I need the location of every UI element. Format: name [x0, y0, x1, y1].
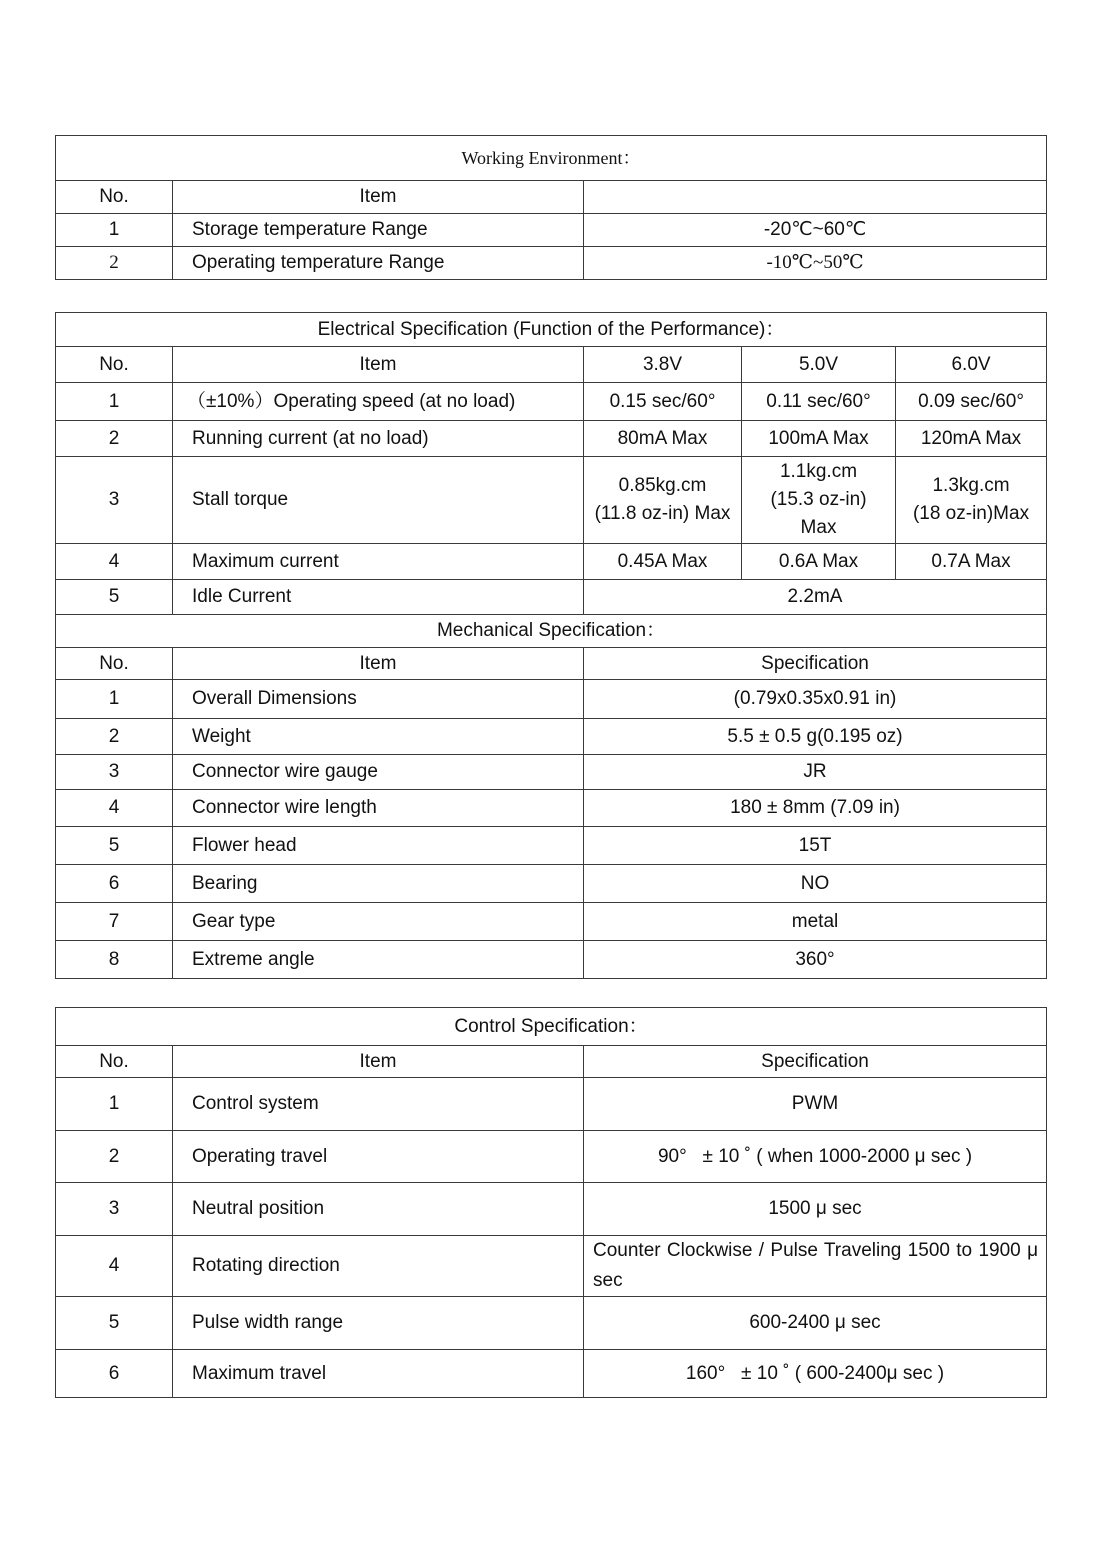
- row-value-5v0: [742, 457, 896, 544]
- row-no: 2: [56, 1131, 173, 1183]
- row-value-3v8: 0.45A Max: [584, 544, 742, 580]
- table-row: [56, 719, 1047, 755]
- table-row: [56, 1350, 1047, 1398]
- value-line: (15.3 oz-in): [770, 489, 867, 510]
- row-no: 2: [56, 247, 173, 280]
- row-no: 1: [56, 680, 173, 719]
- row-no: 3: [56, 755, 173, 790]
- table-row: [56, 680, 1047, 719]
- row-no: 1: [56, 383, 173, 421]
- row-item: Flower head: [173, 827, 584, 865]
- row-item: Neutral position: [173, 1183, 584, 1236]
- row-spec: 5.5 ± 0.5 g(0.195 oz): [584, 719, 1047, 755]
- row-item: Operating travel: [173, 1131, 584, 1183]
- working-environment-title: Working Environment：: [56, 136, 1047, 181]
- row-no: 5: [56, 827, 173, 865]
- row-no: 1: [56, 1078, 173, 1131]
- table-row: [56, 903, 1047, 941]
- row-value-5v0: 100mA Max: [742, 421, 896, 457]
- table-row: [56, 755, 1047, 790]
- row-no: 4: [56, 544, 173, 580]
- row-no: 6: [56, 865, 173, 903]
- row-no: 3: [56, 457, 173, 544]
- row-item: Idle Current: [173, 580, 584, 615]
- mechanical-title: Mechanical Specification：: [56, 615, 1047, 648]
- table-row: [56, 580, 1047, 615]
- row-spec: metal: [584, 903, 1047, 941]
- row-value-3v8: 0.15 sec/60°: [584, 383, 742, 421]
- row-spec: PWM: [584, 1078, 1047, 1131]
- header-specification: Specification: [584, 648, 1047, 680]
- row-spec: 90° ± 10 ˚ ( when 1000-2000 μ sec ): [584, 1131, 1047, 1183]
- header-item: Item: [173, 347, 584, 383]
- table-row: [56, 247, 1047, 280]
- row-value-3v8: 80mA Max: [584, 421, 742, 457]
- table-row: [56, 1183, 1047, 1236]
- row-value-6v0: 0.09 sec/60°: [896, 383, 1047, 421]
- row-item: Control system: [173, 1078, 584, 1131]
- header-value: [584, 181, 1047, 214]
- header-no: No.: [56, 648, 173, 680]
- header-specification: Specification: [584, 1046, 1047, 1078]
- row-item: Maximum travel: [173, 1350, 584, 1398]
- table-row: [56, 1131, 1047, 1183]
- table-row: [56, 1297, 1047, 1350]
- header-5v0: 5.0V: [742, 347, 896, 383]
- row-item: Connector wire gauge: [173, 755, 584, 790]
- header-item: Item: [173, 181, 584, 214]
- row-no: 3: [56, 1183, 173, 1236]
- row-item: Overall Dimensions: [173, 680, 584, 719]
- value-line: (18 oz-in)Max: [912, 503, 1030, 524]
- row-item: Pulse width range: [173, 1297, 584, 1350]
- row-no: 1: [56, 214, 173, 247]
- row-no: 7: [56, 903, 173, 941]
- table-row: [56, 544, 1047, 580]
- table-row: [56, 941, 1047, 979]
- row-item: Storage temperature Range: [173, 214, 584, 247]
- row-item: （±10%）Operating speed (at no load): [173, 383, 584, 421]
- row-value-5v0: 0.11 sec/60°: [742, 383, 896, 421]
- row-spec: 360°: [584, 941, 1047, 979]
- row-item: Running current (at no load): [173, 421, 584, 457]
- row-item: Stall torque: [173, 457, 584, 544]
- table-row: [56, 421, 1047, 457]
- row-value-5v0: 0.6A Max: [742, 544, 896, 580]
- value-line: Max: [800, 517, 837, 538]
- table-row: [56, 790, 1047, 827]
- row-item: Gear type: [173, 903, 584, 941]
- row-no: 4: [56, 790, 173, 827]
- header-6v0: 6.0V: [896, 347, 1047, 383]
- electrical-mechanical-table: [55, 312, 1047, 979]
- row-spec: NO: [584, 865, 1047, 903]
- table-row: [56, 1078, 1047, 1131]
- row-item: Weight: [173, 719, 584, 755]
- control-title: Control Specification：: [56, 1008, 1047, 1046]
- row-no: 5: [56, 580, 173, 615]
- row-value: -10℃~50℃: [584, 247, 1047, 280]
- row-item: Operating temperature Range: [173, 247, 584, 280]
- header-item: Item: [173, 1046, 584, 1078]
- header-item: Item: [173, 648, 584, 680]
- value-line: (11.8 oz-in) Max: [594, 503, 731, 524]
- header-no: No.: [56, 181, 173, 214]
- header-no: No.: [56, 347, 173, 383]
- row-spec: 1500 μ sec: [584, 1183, 1047, 1236]
- row-item: Connector wire length: [173, 790, 584, 827]
- working-environment-table: [55, 135, 1047, 280]
- row-value: -20℃~60℃: [584, 214, 1047, 247]
- row-value-6v0: 0.7A Max: [896, 544, 1047, 580]
- table-row: [56, 457, 1047, 544]
- row-value-6v0: 120mA Max: [896, 421, 1047, 457]
- row-item: Rotating direction: [173, 1236, 584, 1297]
- row-spec: JR: [584, 755, 1047, 790]
- table-row: [56, 1236, 1047, 1297]
- value-line: 1.1kg.cm: [779, 461, 858, 482]
- row-spec: 15T: [584, 827, 1047, 865]
- row-value-3v8: [584, 457, 742, 544]
- header-3v8: 3.8V: [584, 347, 742, 383]
- row-no: 4: [56, 1236, 173, 1297]
- row-no: 8: [56, 941, 173, 979]
- row-spec: Counter Clockwise / Pulse Traveling 1500 to 1900 μ sec: [584, 1236, 1047, 1297]
- row-spec: 600-2400 μ sec: [584, 1297, 1047, 1350]
- row-no: 5: [56, 1297, 173, 1350]
- row-no: 6: [56, 1350, 173, 1398]
- control-specification-table: [55, 1007, 1047, 1398]
- row-value: 2.2mA: [584, 580, 1047, 615]
- row-spec: 180 ± 8mm (7.09 in): [584, 790, 1047, 827]
- electrical-title: Electrical Specification (Function of the Performance)：: [56, 313, 1047, 347]
- row-no: 2: [56, 719, 173, 755]
- table-row: [56, 865, 1047, 903]
- row-item: Bearing: [173, 865, 584, 903]
- value-line: 1.3kg.cm: [932, 475, 1010, 496]
- row-spec: 160° ± 10 ˚ ( 600-2400μ sec ): [584, 1350, 1047, 1398]
- row-item: Extreme angle: [173, 941, 584, 979]
- row-spec: (0.79x0.35x0.91 in): [584, 680, 1047, 719]
- header-no: No.: [56, 1046, 173, 1078]
- table-row: [56, 827, 1047, 865]
- value-line: 0.85kg.cm: [618, 475, 707, 496]
- table-row: [56, 214, 1047, 247]
- table-row: [56, 383, 1047, 421]
- row-value-6v0: [896, 457, 1047, 544]
- row-item: Maximum current: [173, 544, 584, 580]
- row-no: 2: [56, 421, 173, 457]
